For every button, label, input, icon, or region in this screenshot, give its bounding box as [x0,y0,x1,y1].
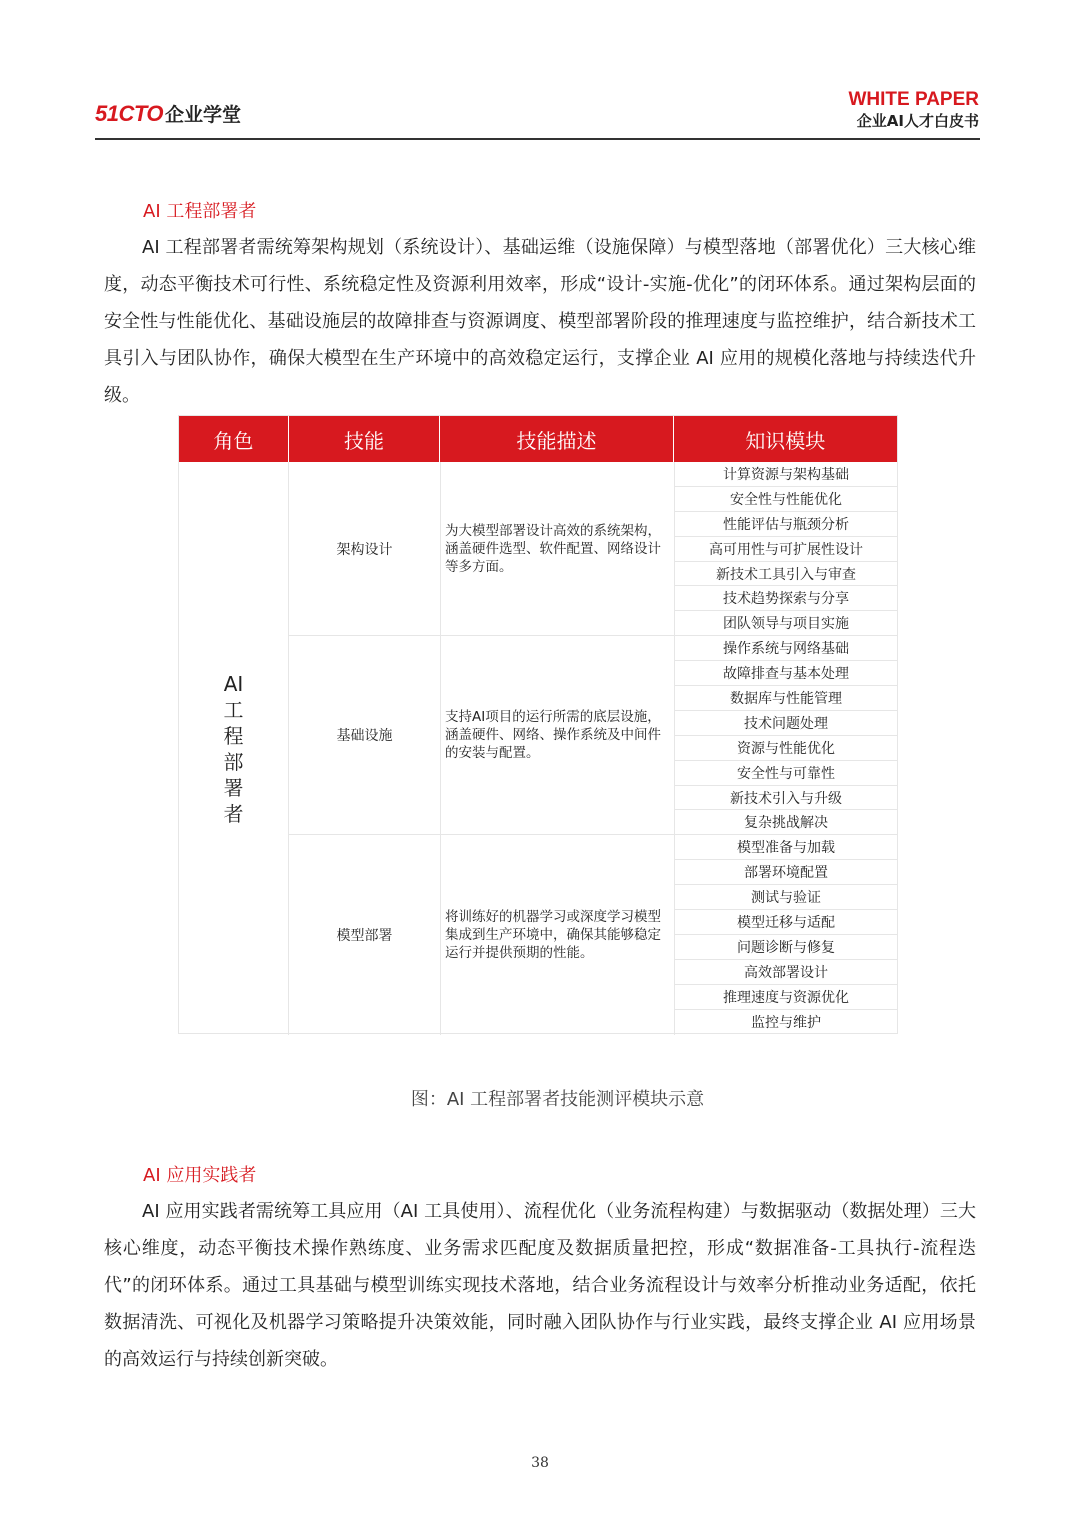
section-title-ai-practitioner: AI 应用实践者 [143,1165,257,1186]
white-paper-title: WHITE PAPER [848,89,979,110]
module-item: 新技术工具引入与审查 [675,562,897,587]
company-logo [95,100,241,130]
module-item: 模型准备与加载 [675,835,897,860]
skill-description: 支持AI项目的运行所需的底层设施，涵盖硬件、网络、操作系统及中间件的安装与配置。 [441,636,675,835]
module-item: 技术问题处理 [675,711,897,736]
header-skill: 技能 [289,416,441,462]
module-item: 模型迁移与适配 [675,910,897,935]
logo-text: 企业学堂 [165,104,242,126]
module-item: 复杂挑战解决 [675,810,897,835]
header-description: 技能描述 [440,416,673,462]
module-item: 推理速度与资源优化 [675,985,897,1010]
module-item: 技术趋势探索与分享 [675,586,897,611]
role-name: AI工程部署者 [223,671,244,826]
header-modules: 知识模块 [745,428,826,453]
skill-name: 架构设计 [289,462,441,636]
skill-name: 基础设施 [289,636,441,835]
module-item: 数据库与性能管理 [675,686,897,711]
figure-caption: 图：AI 工程部署者技能测评模块示意 [410,1089,705,1110]
module-item: 性能评估与瓶颈分析 [675,512,897,537]
module-item: 团队领导与项目实施 [675,611,897,636]
header-role: 角色 [179,416,289,462]
skill-description: 为大模型部署设计高效的系统架构，涵盖硬件选型、软件配置、网络设计等多方面。 [441,462,675,636]
skill-name: 模型部署 [289,835,441,1035]
module-item: 操作系统与网络基础 [675,636,897,661]
section-title-ai-engineer: AI 工程部署者 [143,201,257,222]
module-item: 部署环境配置 [675,860,897,885]
module-item: 问题诊断与修复 [675,935,897,960]
skill-description: 将训练好的机器学习或深度学习模型集成到生产环境中，确保其能够稳定运行并提供预期的性能。 [441,835,675,1035]
white-paper-label [848,89,979,131]
page-number: 38 [531,1455,549,1471]
table-header [179,416,897,462]
section-paragraph-ai-practitioner: AI 应用实践者需统筹工具应用（AI 工具使用）、流程优化（业务流程构建）与数据驱动（数据处理）三大核心维度，动态平衡技术操作熟练度、业务需求匹配度及数据质量把控，形成“数据准备-工具执行-流程迭代”的闭环体系。通过工具基础与模型训练实现技术落地，结合业务流程设计与效率分析推动业务适配，依托数据清洗、可视化及机器学习策略提升决策效能，同时融入团队协作与行业实践，最终支撑企业 AI 应用场景的高效运行与持续创新突破。 [104,1201,976,1370]
module-item: 高可用性与可扩展性设计 [675,537,897,562]
white-paper-subtitle: 企业AI人才白皮书 [856,112,979,130]
module-item: 测试与验证 [675,885,897,910]
module-item: 新技术引入与升级 [675,786,897,811]
module-item: 高效部署设计 [675,960,897,985]
skills-table [178,415,898,1034]
header-divider [95,138,980,140]
module-item: 计算资源与架构基础 [675,462,897,487]
module-item: 资源与性能优化 [675,736,897,761]
module-item: 故障排查与基本处理 [675,661,897,686]
module-item: 安全性与可靠性 [675,761,897,786]
section-paragraph-ai-engineer: AI 工程部署者需统筹架构规划（系统设计）、基础运维（设施保障）与模型落地（部署优化）三大核心维度，动态平衡技术可行性、系统稳定性及资源利用效率，形成“设计-实施-优化”的闭环体系。通过架构层面的安全性与性能优化、基础设施层的故障排查与资源调度、模型部署阶段的推理速度与监控维护，结合新技术工具引入与团队协作，确保大模型在生产环境中的高效稳定运行，支撑企业 AI 应用的规模化落地与持续迭代升级。 [104,237,976,406]
module-item: 监控与维护 [751,1015,821,1032]
role-cell [179,462,289,1035]
module-item: 安全性与性能优化 [675,487,897,512]
logo-mark: 51CTO [95,101,164,126]
knowledge-modules-column [675,462,897,1034]
